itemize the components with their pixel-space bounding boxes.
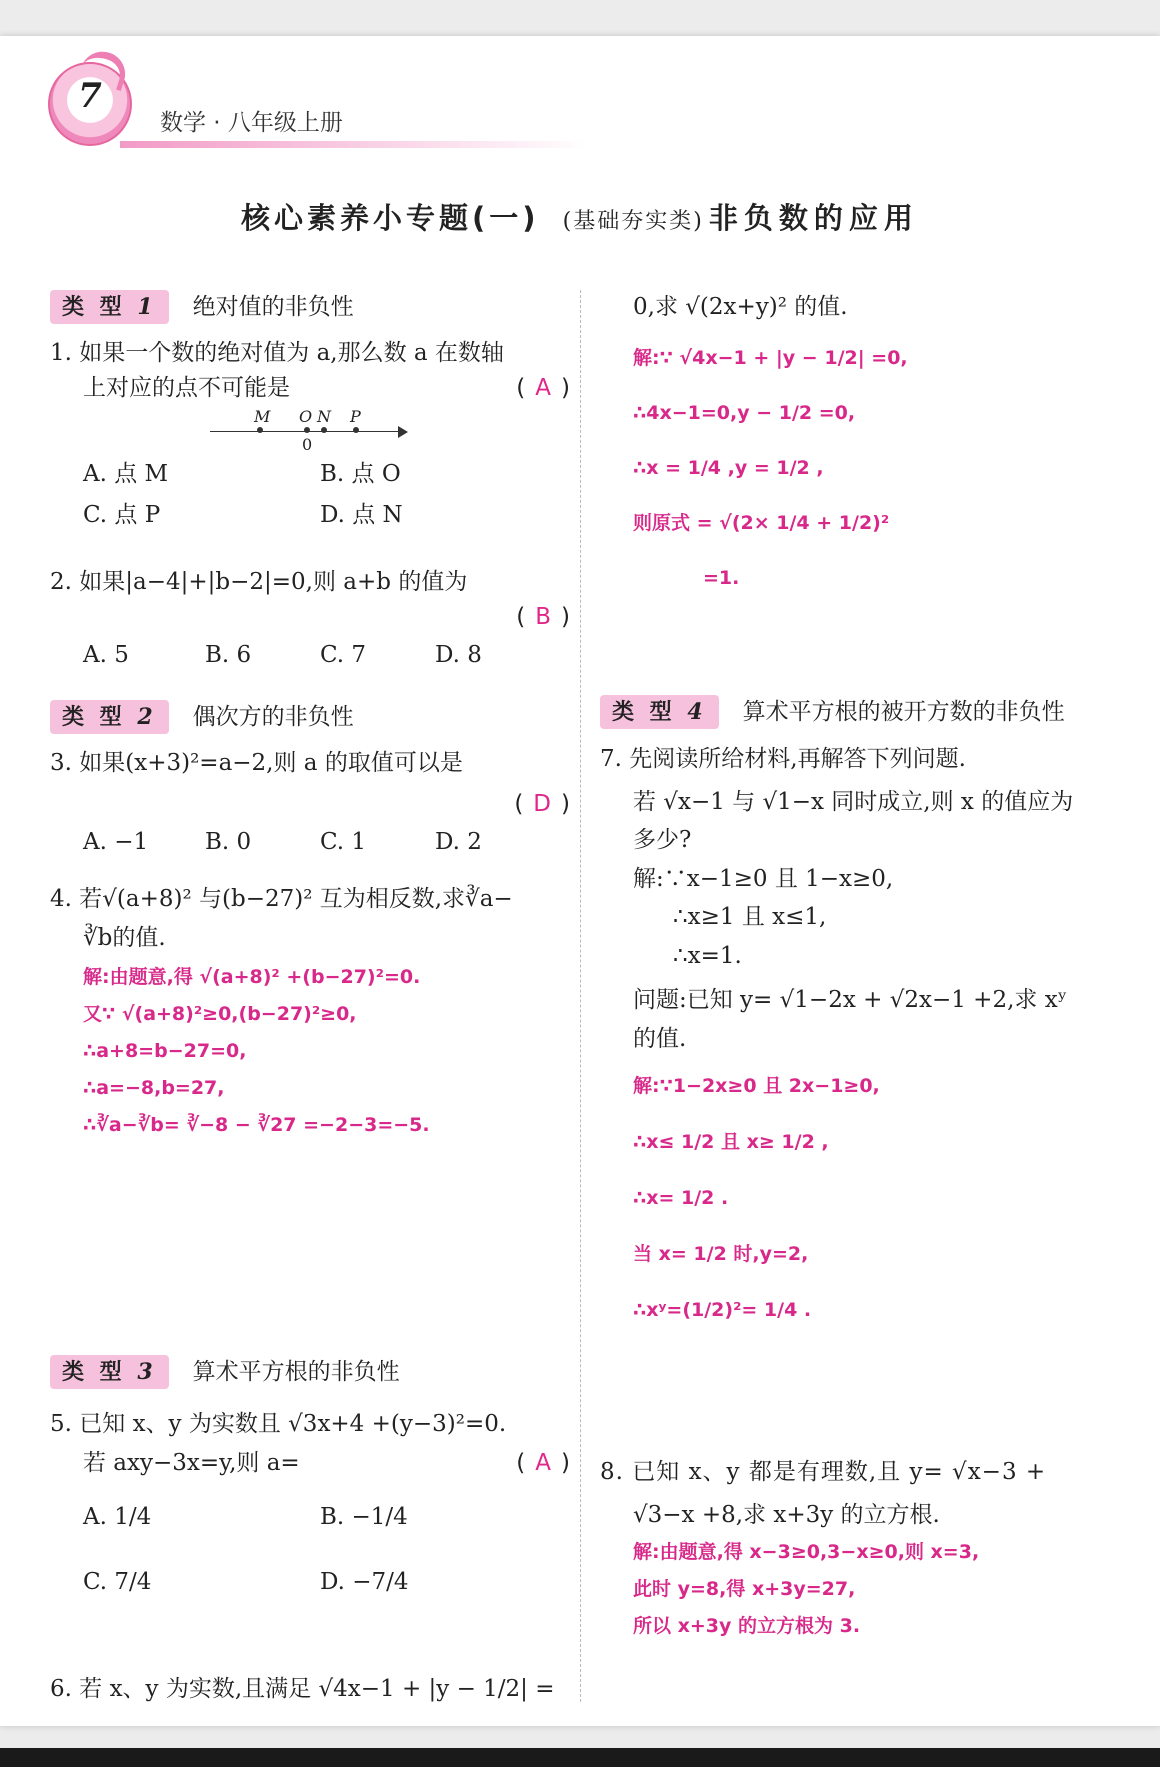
question-4 bbox=[50, 882, 570, 1144]
type2-label bbox=[50, 700, 169, 734]
q5-options-row2 bbox=[50, 1565, 570, 1600]
type1-label bbox=[50, 290, 169, 324]
type3-header bbox=[50, 1355, 570, 1390]
type1-section bbox=[50, 290, 570, 325]
type2-label-text: 类 型 bbox=[62, 705, 126, 731]
q5-option-d: D. −7/4 bbox=[320, 1568, 409, 1595]
q3-line1: 3. 如果(x+3)²=a−2,则 a 的取值可以是 bbox=[50, 750, 463, 776]
book-title: 数学 · 八年级上册 bbox=[160, 110, 343, 136]
q1-answer bbox=[516, 371, 570, 406]
q3-option-a: A. −1 bbox=[83, 829, 149, 855]
q1-line1: 1. 如果一个数的绝对值为 a,那么数 a 在数轴 bbox=[50, 340, 504, 366]
q2-answer bbox=[516, 600, 570, 635]
q2-option-d: D. 8 bbox=[435, 642, 482, 668]
q7-problem-line1: 问题:已知 y= √1−2x + √2x−1 +2,求 xʸ bbox=[633, 987, 1068, 1013]
label-o: O bbox=[299, 407, 313, 426]
q6-line2: 0,求 √(2x+y)² 的值. bbox=[633, 294, 848, 320]
q5-option-b: B. −1/4 bbox=[320, 1504, 408, 1530]
q8-sol-line2: 此时 y=8,得 x+3y=27, bbox=[633, 1578, 856, 1601]
title-topic: 非负数的应用 bbox=[708, 201, 919, 235]
q5-line2-row bbox=[50, 1446, 570, 1481]
title-sub: (基础夯实类) bbox=[562, 209, 704, 234]
type3-label bbox=[50, 1355, 169, 1389]
type4-label bbox=[600, 695, 719, 729]
question-5 bbox=[50, 1407, 570, 1599]
q3-paren-close: ) bbox=[561, 790, 570, 817]
type4-header bbox=[600, 695, 1115, 730]
q5-paren-open: ( bbox=[516, 1449, 526, 1476]
type4-label-text: 类 型 bbox=[612, 700, 676, 726]
header-underline bbox=[120, 141, 590, 148]
q4-sol-line2: 又∵ √(a+8)²≥0,(b−27)²≥0, bbox=[83, 1003, 357, 1026]
q5-answer bbox=[516, 1446, 570, 1481]
q3-option-c: C. 1 bbox=[320, 829, 367, 855]
q4-sol-line3: ∴a+8=b−27=0, bbox=[83, 1040, 247, 1063]
q6-sol-line2: ∴4x−1=0,y − 1/2 =0, bbox=[633, 401, 856, 424]
q3-answer-row bbox=[50, 787, 570, 822]
q5-option-c: C. 7/4 bbox=[83, 1568, 152, 1595]
page-title bbox=[0, 196, 1160, 237]
type2-section bbox=[50, 700, 570, 735]
q8-line1: 8. 已知 x、y 都是有理数,且 y= √x−3 + bbox=[600, 1459, 1047, 1485]
q7-mat-line1: 解:∵x−1≥0 且 1−x≥0, bbox=[633, 865, 894, 892]
q1-option-b: B. 点 O bbox=[320, 461, 401, 487]
q2-answer-row bbox=[50, 600, 570, 635]
q4-sol-line1: 解:由题意,得 √(a+8)² +(b−27)²=0. bbox=[83, 966, 421, 988]
q6-sol-line1: 解:∵ √4x−1 + |y − 1/2| =0, bbox=[633, 346, 908, 369]
q1-paren-open: ( bbox=[516, 374, 526, 401]
q7-line1: 7. 先阅读所给材料,再解答下列问题. bbox=[600, 746, 966, 772]
q7-mat-line3: ∴x=1. bbox=[673, 942, 742, 969]
type1-header bbox=[50, 290, 570, 325]
question-8 bbox=[600, 1455, 1115, 1645]
q4-line2: ∛b的值. bbox=[83, 924, 166, 951]
q7-sol-line5: ∴xʸ=(1/2)²= 1/4 . bbox=[633, 1299, 812, 1322]
type3-title: 算术平方根的非负性 bbox=[192, 1359, 400, 1385]
q8-sol-line3: 所以 x+3y 的立方根为 3. bbox=[633, 1615, 861, 1638]
q8-sol-line1: 解:由题意,得 x−3≥0,3−x≥0,则 x=3, bbox=[633, 1541, 980, 1563]
bottom-bar bbox=[0, 1748, 1160, 1767]
question-2 bbox=[50, 565, 570, 673]
q7-sol-line3: ∴x= 1/2 . bbox=[633, 1187, 729, 1210]
q8-line2: √3−x +8,求 x+3y 的立方根. bbox=[633, 1501, 940, 1528]
type1-number: 1 bbox=[137, 294, 157, 321]
q5-answer-letter: A bbox=[535, 1449, 552, 1476]
q3-options bbox=[50, 825, 570, 860]
title-main: 核心素养小专题(一) bbox=[241, 201, 540, 235]
q7-mat-line2: ∴x≥1 且 x≤1, bbox=[673, 904, 827, 930]
q2-option-c: C. 7 bbox=[320, 642, 367, 668]
number-line bbox=[210, 405, 430, 457]
q3-option-b: B. 0 bbox=[205, 829, 252, 855]
q7-material bbox=[600, 862, 1115, 974]
q1-answer-letter: A bbox=[535, 374, 552, 401]
q5-paren-close: ) bbox=[561, 1449, 570, 1476]
question-7 bbox=[600, 742, 1115, 1338]
q1-paren-close: ) bbox=[561, 374, 570, 401]
q7-problem-line2: 的值. bbox=[633, 1025, 687, 1052]
page-number: 7 bbox=[78, 76, 102, 116]
question-1 bbox=[50, 336, 570, 532]
type2-header bbox=[50, 700, 570, 735]
question-6-continued bbox=[600, 290, 1115, 606]
q1-option-c: C. 点 P bbox=[83, 501, 161, 528]
q6-sol-line5: =1. bbox=[703, 566, 740, 589]
q5-options-row1 bbox=[50, 1500, 570, 1535]
label-p: P bbox=[350, 407, 361, 426]
type1-label-text: 类 型 bbox=[62, 295, 126, 321]
q1-options-row2 bbox=[50, 498, 570, 533]
q2-paren-open: ( bbox=[516, 603, 526, 630]
q7-sol-line2: ∴x≤ 1/2 且 x≥ 1/2 , bbox=[633, 1131, 829, 1154]
q3-option-d: D. 2 bbox=[435, 829, 482, 855]
question-3 bbox=[50, 746, 570, 860]
type1-title: 绝对值的非负性 bbox=[192, 294, 354, 320]
q2-answer-letter: B bbox=[535, 603, 552, 630]
question-6 bbox=[50, 1672, 570, 1707]
q4-solution bbox=[50, 959, 570, 1144]
q7-sol-line4: 当 x= 1/2 时,y=2, bbox=[633, 1243, 809, 1266]
q8-solution bbox=[600, 1534, 1115, 1645]
label-zero: 0 bbox=[302, 435, 313, 454]
q4-sol-line5: ∴∛a−∛b= ∛−8 − ∛27 =−2−3=−5. bbox=[83, 1114, 430, 1137]
q5-option-a: A. 1/4 bbox=[83, 1504, 152, 1530]
q3-answer bbox=[514, 787, 570, 822]
type3-label-text: 类 型 bbox=[62, 1360, 126, 1386]
q2-option-b: B. 6 bbox=[205, 642, 252, 668]
q7-sol-line1: 解:∵1−2x≥0 且 2x−1≥0, bbox=[633, 1075, 880, 1097]
q2-options bbox=[50, 638, 570, 673]
q6-sol-line3: ∴x = 1/4 ,y = 1/2 , bbox=[633, 456, 824, 479]
q7-solution bbox=[600, 1058, 1115, 1338]
label-m: M bbox=[254, 407, 271, 426]
q1-options-row1 bbox=[50, 457, 570, 492]
q1-line2-row bbox=[50, 371, 570, 406]
q5-line1: 5. 已知 x、y 为实数且 √3x+4 +(y−3)²=0. bbox=[50, 1411, 507, 1437]
q7-line2: 若 √x−1 与 √1−x 同时成立,则 x 的值应为 bbox=[633, 788, 1074, 815]
type4-section bbox=[600, 695, 1115, 730]
q2-option-a: A. 5 bbox=[83, 642, 129, 668]
type3-section bbox=[50, 1355, 570, 1390]
q7-line3: 多少? bbox=[633, 827, 692, 853]
q4-line1: 4. 若√(a+8)² 与(b−27)² 互为相反数,求∛a− bbox=[50, 886, 513, 912]
number-line-arrow-icon bbox=[398, 426, 408, 438]
type2-title: 偶次方的非负性 bbox=[192, 704, 354, 730]
label-n: N bbox=[317, 407, 331, 426]
type2-number: 2 bbox=[137, 704, 157, 731]
q3-answer-letter: D bbox=[533, 790, 552, 817]
q2-line1: 2. 如果|a−4|+|b−2|=0,则 a+b 的值为 bbox=[50, 569, 468, 595]
column-divider bbox=[580, 290, 581, 1702]
q6-line1: 6. 若 x、y 为实数,且满足 √4x−1 + |y − 1/2| = bbox=[50, 1676, 555, 1702]
q3-paren-open: ( bbox=[514, 790, 524, 817]
q1-option-a: A. 点 M bbox=[83, 461, 169, 487]
q1-line2: 上对应的点不可能是 bbox=[83, 374, 290, 401]
q4-sol-line4: ∴a=−8,b=27, bbox=[83, 1077, 225, 1100]
type4-number: 4 bbox=[687, 699, 707, 726]
q5-line2: 若 axy−3x=y,则 a= bbox=[83, 1449, 300, 1476]
q2-paren-close: ) bbox=[561, 603, 570, 630]
type4-title: 算术平方根的被开方数的非负性 bbox=[742, 699, 1065, 725]
type3-number: 3 bbox=[137, 1359, 157, 1386]
q6-sol-line4: 则原式 = √(2× 1/4 + 1/2)² bbox=[633, 511, 890, 534]
q1-option-d: D. 点 N bbox=[320, 501, 403, 528]
q6-solution bbox=[600, 331, 1115, 606]
